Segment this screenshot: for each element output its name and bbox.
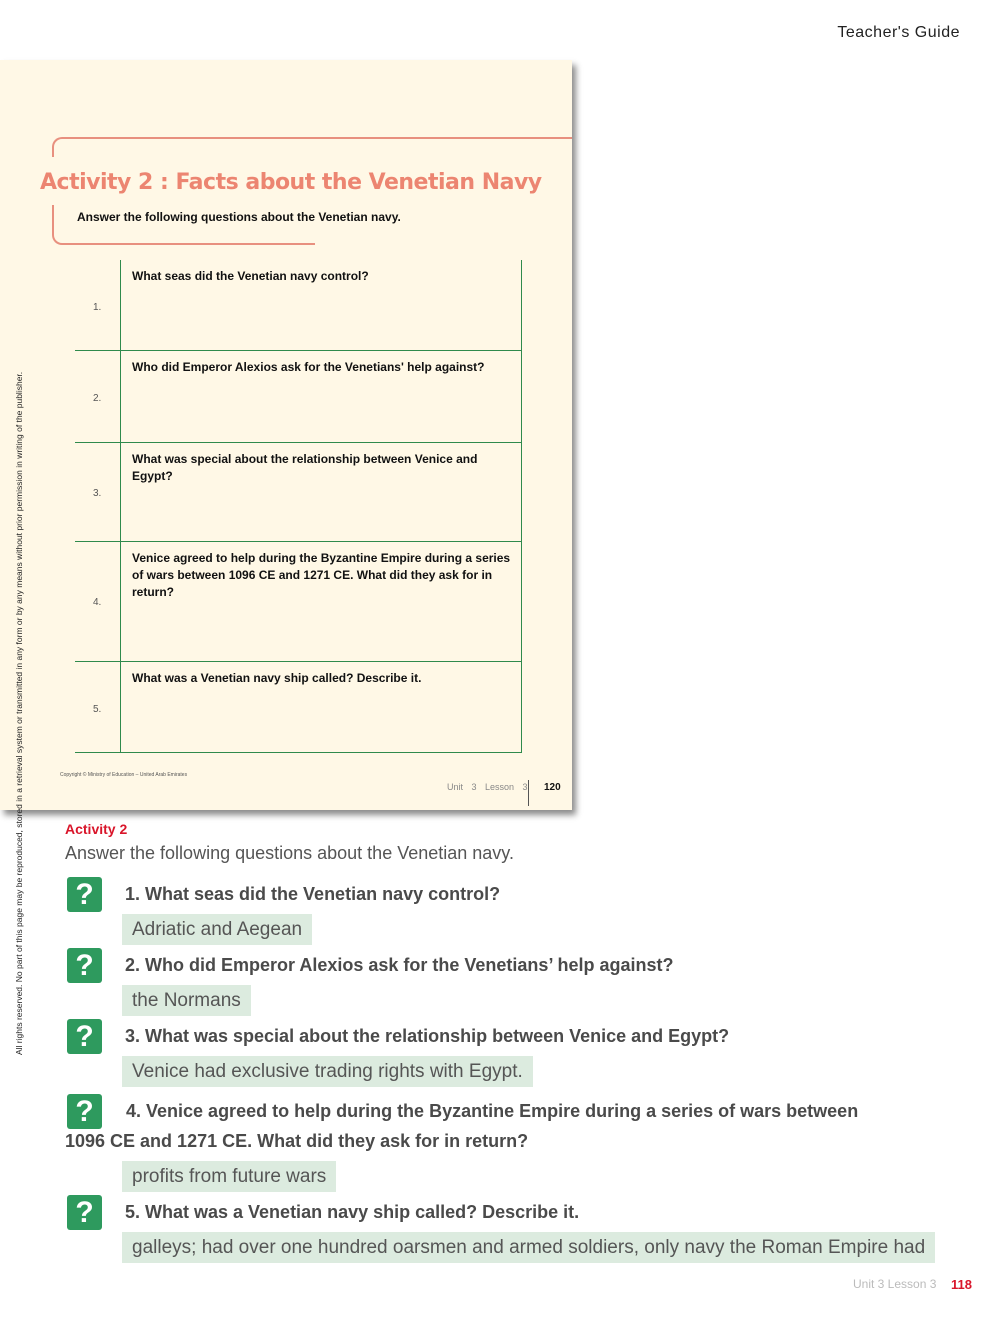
rights-notice: All rights reserved. No part of this page may be reproduced, stored in a retrieval system or transmitted in any form or by any means without prior permission in writing of the publisher. bbox=[14, 371, 24, 1055]
worksheet-instruction: Answer the following questions about the Venetian navy. bbox=[77, 210, 401, 224]
guide-question: 2. Who did Emperor Alexios ask for the Venetians’ help against? bbox=[125, 955, 674, 975]
guide-question: 1. What seas did the Venetian navy control? bbox=[125, 884, 501, 904]
title-frame-top bbox=[52, 137, 572, 157]
question-icon: ? bbox=[67, 1094, 102, 1129]
question-icon: ? bbox=[67, 948, 102, 983]
row-question: What seas did the Venetian navy control? bbox=[132, 269, 369, 283]
row-question: What was a Venetian navy ship called? Describe it. bbox=[132, 671, 422, 685]
row-number: 4. bbox=[93, 597, 102, 608]
question-icon: ? bbox=[67, 877, 102, 912]
question-row bbox=[75, 443, 522, 542]
answer-box: Venice had exclusive trading rights with Egypt. bbox=[122, 1056, 533, 1087]
activity-subtitle: Answer the following questions about the Venetian navy. bbox=[65, 843, 514, 863]
question-row bbox=[75, 351, 522, 443]
activity-label: Activity 2 bbox=[65, 821, 128, 837]
question-row bbox=[75, 542, 522, 662]
guide-question-continued: 1096 CE and 1271 CE. What did they ask for in return? bbox=[65, 1131, 529, 1151]
guide-question: 5. What was a Venetian navy ship called? Describe it. bbox=[125, 1202, 580, 1222]
answer-box: galleys; had over one hundred oarsmen and armed soldiers, only navy the Roman Empire had bbox=[122, 1232, 935, 1263]
worksheet-page-number: 120 bbox=[544, 782, 561, 793]
question-row bbox=[75, 260, 522, 351]
teachers-guide-label: Teacher's Guide bbox=[837, 24, 960, 41]
row-question: Who did Emperor Alexios ask for the Venetians' help against? bbox=[132, 360, 485, 374]
answer-box: the Normans bbox=[122, 985, 251, 1016]
row-number: 2. bbox=[93, 393, 102, 404]
footer-page-number: 118 bbox=[951, 1277, 972, 1292]
table-divider bbox=[120, 260, 121, 753]
answer-box: Adriatic and Aegean bbox=[122, 914, 312, 945]
question-icon: ? bbox=[67, 1195, 102, 1230]
row-number: 3. bbox=[93, 488, 102, 499]
row-number: 1. bbox=[93, 302, 102, 313]
divider bbox=[528, 780, 529, 806]
answer-box: profits from future wars bbox=[122, 1161, 336, 1192]
row-question: What was special about the relationship between Venice and Egypt? bbox=[132, 452, 478, 483]
row-question: Venice agreed to help during the Byzantine Empire during a series of wars between 1096 CE and 1271 CE. What did they ask for in return? bbox=[132, 551, 511, 599]
guide-question: 4. Venice agreed to help during the Byzantine Empire during a series of wars between bbox=[126, 1101, 859, 1121]
worksheet-title: Activity 2 : Facts about the Venetian Navy bbox=[40, 170, 542, 195]
copyright: Copyright © Ministry of Education – United Arab Emirates bbox=[60, 772, 188, 778]
row-number: 5. bbox=[93, 704, 102, 715]
table-border bbox=[521, 260, 522, 753]
question-row bbox=[75, 662, 522, 753]
worksheet-unit-lesson: Unit 3 Lesson 3 bbox=[447, 782, 528, 792]
footer-unit-lesson: Unit 3 Lesson 3 bbox=[853, 1277, 937, 1291]
guide-question: 3. What was special about the relationship between Venice and Egypt? bbox=[125, 1026, 730, 1046]
question-icon: ? bbox=[67, 1019, 102, 1054]
